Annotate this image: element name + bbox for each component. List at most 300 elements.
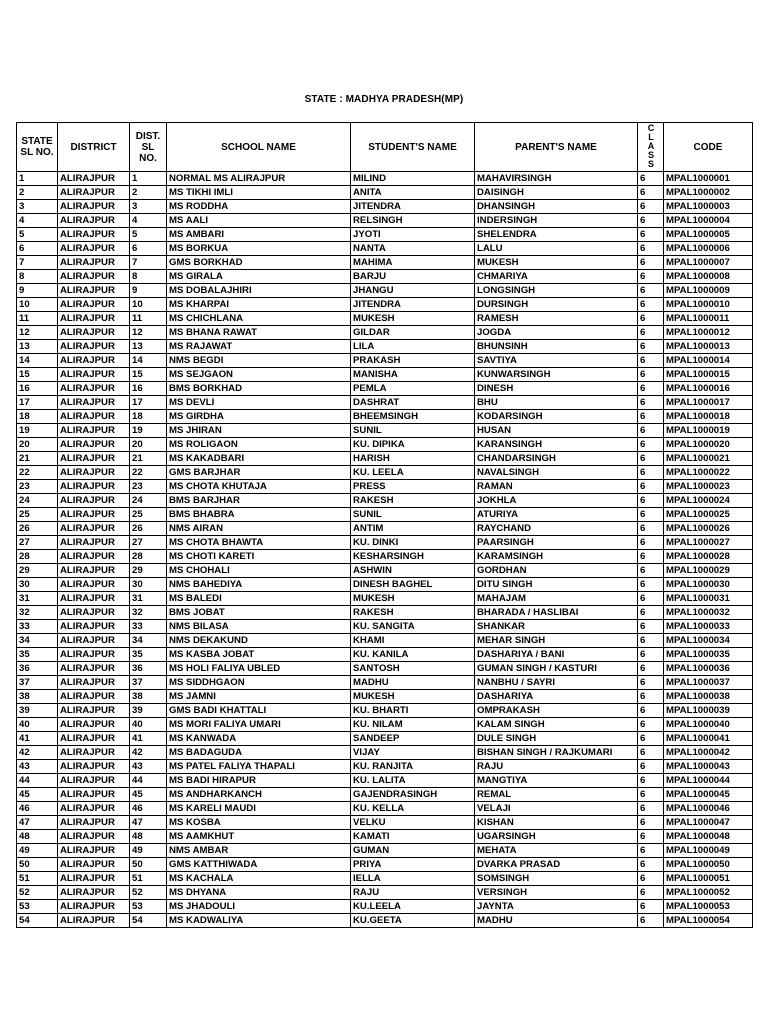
cell-state-sl-no: 23 [17,480,58,494]
cell-student-name: SANTOSH [351,662,475,676]
cell-student-name: KU. RANJITA [351,760,475,774]
table-row [17,284,753,298]
cell-code: MPAL1000031 [664,592,753,606]
table-row [17,816,753,830]
cell-district: ALIRAJPUR [58,662,130,676]
cell-code: MPAL1000013 [664,340,753,354]
cell-parent-name: SOMSINGH [475,872,638,886]
cell-school-name: MS RODDHA [167,200,351,214]
cell-state-sl-no: 28 [17,550,58,564]
cell-student-name: JYOTI [351,228,475,242]
cell-parent-name: VERSINGH [475,886,638,900]
cell-code: MPAL1000041 [664,732,753,746]
table-row [17,256,753,270]
cell-student-name: DASHRAT [351,396,475,410]
table-header [17,123,753,172]
cell-parent-name: OMPRAKASH [475,704,638,718]
cell-parent-name: KALAM SINGH [475,718,638,732]
cell-dist-sl-no: 3 [130,200,167,214]
cell-state-sl-no: 5 [17,228,58,242]
cell-code: MPAL1000038 [664,690,753,704]
cell-parent-name: DURSINGH [475,298,638,312]
cell-class: 6 [638,886,664,900]
cell-class: 6 [638,550,664,564]
cell-student-name: SUNIL [351,424,475,438]
cell-parent-name: KARANSINGH [475,438,638,452]
cell-student-name: KU. LALITA [351,774,475,788]
cell-parent-name: CHANDARSINGH [475,452,638,466]
cell-class: 6 [638,732,664,746]
table-row [17,452,753,466]
cell-dist-sl-no: 19 [130,424,167,438]
cell-school-name: MS AMBARI [167,228,351,242]
table-row [17,774,753,788]
cell-dist-sl-no: 41 [130,732,167,746]
table-row [17,676,753,690]
cell-code: MPAL1000034 [664,634,753,648]
cell-class: 6 [638,620,664,634]
cell-dist-sl-no: 9 [130,284,167,298]
cell-state-sl-no: 36 [17,662,58,676]
cell-state-sl-no: 6 [17,242,58,256]
cell-class: 6 [638,214,664,228]
cell-parent-name: JOKHLA [475,494,638,508]
cell-dist-sl-no: 30 [130,578,167,592]
cell-parent-name: LONGSINGH [475,284,638,298]
cell-code: MPAL1000006 [664,242,753,256]
cell-student-name: PRESS [351,480,475,494]
cell-district: ALIRAJPUR [58,914,130,928]
cell-district: ALIRAJPUR [58,844,130,858]
cell-school-name: NORMAL MS ALIRAJPUR [167,172,351,186]
cell-school-name: MS BHANA RAWAT [167,326,351,340]
table-row [17,760,753,774]
cell-school-name: MS GIRALA [167,270,351,284]
table-row [17,746,753,760]
cell-state-sl-no: 4 [17,214,58,228]
table-row [17,536,753,550]
cell-school-name: GMS BARJHAR [167,466,351,480]
table-body [17,172,753,928]
cell-district: ALIRAJPUR [58,284,130,298]
cell-class: 6 [638,746,664,760]
table-row [17,704,753,718]
cell-student-name: GAJENDRASINGH [351,788,475,802]
cell-dist-sl-no: 21 [130,452,167,466]
cell-student-name: KU. KANILA [351,648,475,662]
table-row [17,242,753,256]
cell-class: 6 [638,718,664,732]
cell-school-name: MS BADAGUDA [167,746,351,760]
cell-district: ALIRAJPUR [58,578,130,592]
cell-code: MPAL1000040 [664,718,753,732]
cell-parent-name: SHANKAR [475,620,638,634]
cell-student-name: PRIYA [351,858,475,872]
cell-state-sl-no: 32 [17,606,58,620]
cell-code: MPAL1000016 [664,382,753,396]
cell-school-name: MS AALI [167,214,351,228]
cell-district: ALIRAJPUR [58,172,130,186]
cell-code: MPAL1000018 [664,410,753,424]
cell-district: ALIRAJPUR [58,760,130,774]
table-row [17,368,753,382]
cell-student-name: RAKESH [351,606,475,620]
cell-student-name: RAKESH [351,494,475,508]
cell-dist-sl-no: 14 [130,354,167,368]
cell-dist-sl-no: 20 [130,438,167,452]
cell-code: MPAL1000001 [664,172,753,186]
cell-parent-name: MUKESH [475,256,638,270]
table-row [17,494,753,508]
cell-dist-sl-no: 1 [130,172,167,186]
cell-district: ALIRAJPUR [58,382,130,396]
cell-code: MPAL1000021 [664,452,753,466]
cell-parent-name: ATURIYA [475,508,638,522]
cell-student-name: KU. NILAM [351,718,475,732]
table-row [17,550,753,564]
cell-dist-sl-no: 53 [130,900,167,914]
cell-code: MPAL1000042 [664,746,753,760]
cell-state-sl-no: 15 [17,368,58,382]
cell-district: ALIRAJPUR [58,228,130,242]
table-row [17,606,753,620]
cell-dist-sl-no: 11 [130,312,167,326]
cell-school-name: MS AAMKHUT [167,830,351,844]
cell-code: MPAL1000026 [664,522,753,536]
cell-dist-sl-no: 48 [130,830,167,844]
cell-state-sl-no: 41 [17,732,58,746]
cell-dist-sl-no: 23 [130,480,167,494]
table-row [17,480,753,494]
cell-parent-name: GORDHAN [475,564,638,578]
header-dist-sl-no: DIST. SL NO. [130,123,167,172]
cell-parent-name: PAARSINGH [475,536,638,550]
cell-class: 6 [638,648,664,662]
student-table [16,122,753,928]
cell-class: 6 [638,788,664,802]
cell-school-name: MS GIRDHA [167,410,351,424]
cell-state-sl-no: 19 [17,424,58,438]
table-row [17,214,753,228]
cell-student-name: MANISHA [351,368,475,382]
cell-parent-name: LALU [475,242,638,256]
table-row [17,872,753,886]
cell-code: MPAL1000053 [664,900,753,914]
cell-state-sl-no: 49 [17,844,58,858]
cell-parent-name: DASHARIYA / BANI [475,648,638,662]
cell-district: ALIRAJPUR [58,200,130,214]
cell-parent-name: DAISINGH [475,186,638,200]
cell-class: 6 [638,200,664,214]
table-row [17,620,753,634]
cell-class: 6 [638,606,664,620]
cell-district: ALIRAJPUR [58,718,130,732]
cell-code: MPAL1000008 [664,270,753,284]
cell-parent-name: SHELENDRA [475,228,638,242]
cell-state-sl-no: 33 [17,620,58,634]
table-row [17,186,753,200]
cell-parent-name: GUMAN SINGH / KASTURI [475,662,638,676]
cell-class: 6 [638,760,664,774]
cell-student-name: JITENDRA [351,298,475,312]
cell-dist-sl-no: 22 [130,466,167,480]
cell-parent-name: BHARADA / HASLIBAI [475,606,638,620]
cell-state-sl-no: 17 [17,396,58,410]
cell-dist-sl-no: 43 [130,760,167,774]
cell-state-sl-no: 29 [17,564,58,578]
cell-student-name: MILIND [351,172,475,186]
cell-parent-name: DASHARIYA [475,690,638,704]
cell-parent-name: MANGTIYA [475,774,638,788]
cell-student-name: KHAMI [351,634,475,648]
cell-student-name: GILDAR [351,326,475,340]
cell-school-name: MS KASBA JOBAT [167,648,351,662]
cell-student-name: DINESH BAGHEL [351,578,475,592]
cell-dist-sl-no: 34 [130,634,167,648]
cell-district: ALIRAJPUR [58,424,130,438]
cell-student-name: IELLA [351,872,475,886]
cell-class: 6 [638,858,664,872]
cell-school-name: MS DHYANA [167,886,351,900]
cell-class: 6 [638,536,664,550]
cell-parent-name: BHUNSINH [475,340,638,354]
cell-class: 6 [638,578,664,592]
cell-code: MPAL1000051 [664,872,753,886]
cell-student-name: MUKESH [351,690,475,704]
header-class [638,123,664,172]
cell-parent-name: MAHAJAM [475,592,638,606]
cell-student-name: KU. KELLA [351,802,475,816]
cell-student-name: MADHU [351,676,475,690]
cell-code: MPAL1000046 [664,802,753,816]
table-row [17,410,753,424]
cell-state-sl-no: 11 [17,312,58,326]
cell-district: ALIRAJPUR [58,704,130,718]
cell-parent-name: HUSAN [475,424,638,438]
cell-dist-sl-no: 37 [130,676,167,690]
cell-district: ALIRAJPUR [58,746,130,760]
cell-class: 6 [638,494,664,508]
cell-parent-name: MADHU [475,914,638,928]
cell-state-sl-no: 25 [17,508,58,522]
cell-class: 6 [638,914,664,928]
cell-district: ALIRAJPUR [58,438,130,452]
cell-state-sl-no: 13 [17,340,58,354]
cell-dist-sl-no: 10 [130,298,167,312]
cell-school-name: MS KARELI MAUDI [167,802,351,816]
cell-student-name: VIJAY [351,746,475,760]
cell-class: 6 [638,298,664,312]
header-row [17,123,753,172]
cell-dist-sl-no: 25 [130,508,167,522]
table-row [17,424,753,438]
cell-district: ALIRAJPUR [58,648,130,662]
cell-parent-name: INDERSINGH [475,214,638,228]
cell-parent-name: NAVALSINGH [475,466,638,480]
cell-dist-sl-no: 8 [130,270,167,284]
cell-dist-sl-no: 35 [130,648,167,662]
cell-code: MPAL1000048 [664,830,753,844]
cell-state-sl-no: 42 [17,746,58,760]
table-row [17,648,753,662]
cell-school-name: NMS BAHEDIYA [167,578,351,592]
cell-school-name: GMS KATTHIWADA [167,858,351,872]
cell-class: 6 [638,466,664,480]
table-row [17,312,753,326]
cell-code: MPAL1000047 [664,816,753,830]
cell-district: ALIRAJPUR [58,522,130,536]
cell-dist-sl-no: 6 [130,242,167,256]
table-row [17,340,753,354]
cell-parent-name: JOGDA [475,326,638,340]
cell-code: MPAL1000024 [664,494,753,508]
cell-parent-name: RAJU [475,760,638,774]
cell-parent-name: CHMARIYA [475,270,638,284]
cell-state-sl-no: 34 [17,634,58,648]
cell-class: 6 [638,830,664,844]
cell-code: MPAL1000017 [664,396,753,410]
table-row [17,438,753,452]
table-row [17,900,753,914]
cell-parent-name: KISHAN [475,816,638,830]
cell-dist-sl-no: 26 [130,522,167,536]
cell-dist-sl-no: 44 [130,774,167,788]
cell-state-sl-no: 21 [17,452,58,466]
cell-school-name: MS KHARPAI [167,298,351,312]
cell-state-sl-no: 45 [17,788,58,802]
cell-parent-name: RAYCHAND [475,522,638,536]
header-student-name: STUDENT'S NAME [351,123,475,172]
cell-state-sl-no: 38 [17,690,58,704]
cell-state-sl-no: 7 [17,256,58,270]
cell-district: ALIRAJPUR [58,550,130,564]
cell-school-name: MS ROLIGAON [167,438,351,452]
cell-code: MPAL1000022 [664,466,753,480]
cell-parent-name: BISHAN SINGH / RAJKUMARI [475,746,638,760]
table-row [17,466,753,480]
cell-district: ALIRAJPUR [58,620,130,634]
cell-district: ALIRAJPUR [58,536,130,550]
cell-school-name: MS BALEDI [167,592,351,606]
cell-student-name: MUKESH [351,592,475,606]
cell-parent-name: REMAL [475,788,638,802]
cell-class: 6 [638,774,664,788]
cell-school-name: MS CHICHLANA [167,312,351,326]
cell-code: MPAL1000003 [664,200,753,214]
cell-dist-sl-no: 46 [130,802,167,816]
cell-code: MPAL1000030 [664,578,753,592]
cell-dist-sl-no: 12 [130,326,167,340]
cell-class: 6 [638,410,664,424]
table-row [17,564,753,578]
cell-district: ALIRAJPUR [58,410,130,424]
cell-class: 6 [638,704,664,718]
cell-parent-name: DHANSINGH [475,200,638,214]
cell-student-name: JITENDRA [351,200,475,214]
cell-parent-name: MEHAR SINGH [475,634,638,648]
cell-code: MPAL1000025 [664,508,753,522]
table-row [17,886,753,900]
table-row [17,354,753,368]
cell-class: 6 [638,438,664,452]
cell-school-name: MS BORKUA [167,242,351,256]
cell-code: MPAL1000049 [664,844,753,858]
cell-district: ALIRAJPUR [58,900,130,914]
cell-state-sl-no: 8 [17,270,58,284]
cell-district: ALIRAJPUR [58,872,130,886]
cell-school-name: BMS JOBAT [167,606,351,620]
cell-class: 6 [638,242,664,256]
cell-student-name: NANTA [351,242,475,256]
cell-school-name: NMS DEKAKUND [167,634,351,648]
cell-class: 6 [638,480,664,494]
cell-state-sl-no: 54 [17,914,58,928]
cell-code: MPAL1000050 [664,858,753,872]
cell-school-name: MS BADI HIRAPUR [167,774,351,788]
cell-code: MPAL1000054 [664,914,753,928]
cell-class: 6 [638,508,664,522]
cell-dist-sl-no: 39 [130,704,167,718]
header-state-sl-no: STATE SL NO. [17,123,58,172]
cell-student-name: VELKU [351,816,475,830]
cell-student-name: LILA [351,340,475,354]
cell-parent-name: KODARSINGH [475,410,638,424]
cell-student-name: KU. LEELA [351,466,475,480]
cell-code: MPAL1000019 [664,424,753,438]
table-row [17,788,753,802]
cell-state-sl-no: 51 [17,872,58,886]
cell-code: MPAL1000002 [664,186,753,200]
cell-code: MPAL1000009 [664,284,753,298]
cell-dist-sl-no: 18 [130,410,167,424]
cell-dist-sl-no: 52 [130,886,167,900]
table-row [17,172,753,186]
cell-state-sl-no: 40 [17,718,58,732]
cell-school-name: MS MORI FALIYA UMARI [167,718,351,732]
cell-district: ALIRAJPUR [58,242,130,256]
cell-district: ALIRAJPUR [58,816,130,830]
cell-class: 6 [638,662,664,676]
cell-school-name: MS SEJGAON [167,368,351,382]
cell-dist-sl-no: 2 [130,186,167,200]
cell-student-name: BARJU [351,270,475,284]
cell-school-name: MS CHOTA BHAWTA [167,536,351,550]
cell-district: ALIRAJPUR [58,466,130,480]
cell-school-name: MS CHOTI KARETI [167,550,351,564]
cell-dist-sl-no: 16 [130,382,167,396]
cell-code: MPAL1000036 [664,662,753,676]
cell-school-name: MS RAJAWAT [167,340,351,354]
cell-class: 6 [638,368,664,382]
cell-dist-sl-no: 29 [130,564,167,578]
table-row [17,662,753,676]
cell-class: 6 [638,424,664,438]
cell-class: 6 [638,228,664,242]
cell-code: MPAL1000004 [664,214,753,228]
cell-school-name: GMS BADI KHATTALI [167,704,351,718]
cell-state-sl-no: 43 [17,760,58,774]
cell-district: ALIRAJPUR [58,858,130,872]
cell-school-name: MS KOSBA [167,816,351,830]
cell-code: MPAL1000012 [664,326,753,340]
cell-class: 6 [638,326,664,340]
cell-parent-name: DINESH [475,382,638,396]
cell-school-name: MS SIDDHGAON [167,676,351,690]
cell-state-sl-no: 24 [17,494,58,508]
cell-class: 6 [638,802,664,816]
cell-state-sl-no: 2 [17,186,58,200]
cell-district: ALIRAJPUR [58,368,130,382]
